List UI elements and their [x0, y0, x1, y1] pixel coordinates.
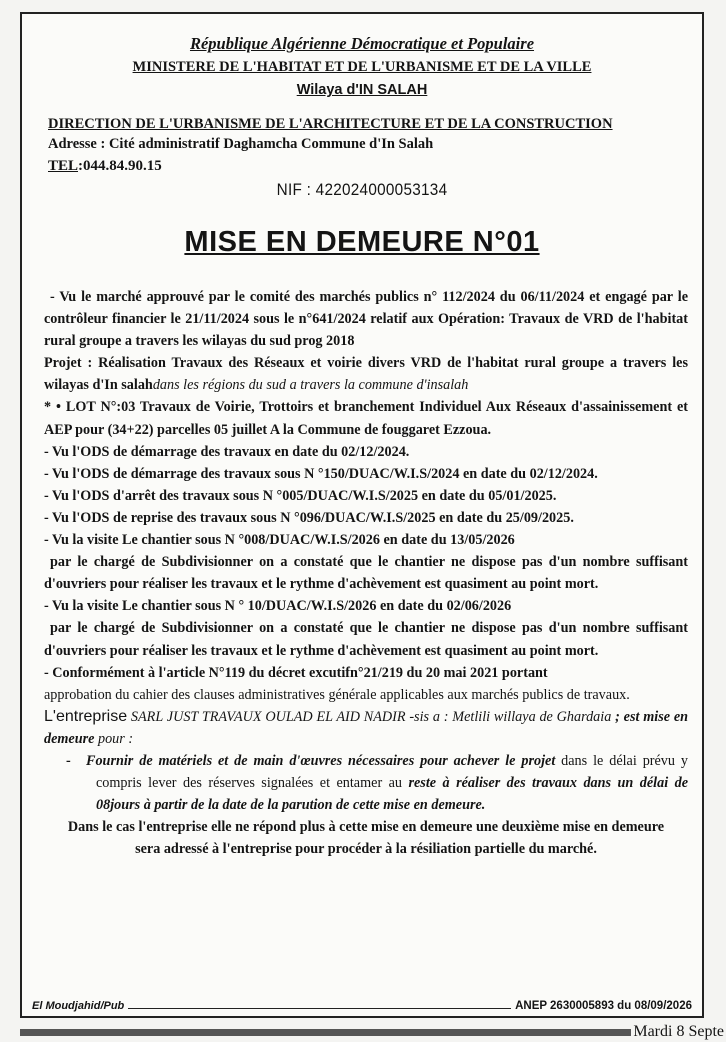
bullet-part-a: Fournir de matériels et de main d'œuvres nécessaires pour achever le projet — [86, 752, 556, 769]
entreprise-pour: pour : — [97, 730, 134, 747]
bullet-dash: - — [66, 752, 71, 769]
paragraph-ods-2: - Vu l'ODS de démarrage des travaux sous N °150/DUAC/W.I.S/2024 en date du 02/12/2024. — [44, 465, 598, 482]
paragraph-ods-reprise: - Vu l'ODS de reprise des travaux sous N °096/DUAC/W.I.S/2025 en date du 25/09/2025. — [44, 509, 574, 526]
paragraph-visite-2: - Vu la visite Le chantier sous N ° 10/DUAC/W.I.S/2026 en date du 02/06/2026 — [44, 598, 512, 615]
direction-title: DIRECTION DE L'URBANISME DE L'ARCHITECTURE ET DE LA CONSTRUCTION — [48, 116, 613, 132]
paragraph-ods-arret: - Vu l'ODS d'arrêt des travaux sous N °005/DUAC/W.I.S/2025 en date du 05/01/2025. — [44, 487, 557, 504]
projet-text: Projet : Réalisation Travaux des Réseaux et voirie divers VRD de l'habitat rural groupe a travers les wilayas d'In salah — [44, 355, 688, 394]
bullet-part-c: reste à réaliser des travaux dans un délai de 08jours à partir de la date de la parution de cette mise en demeure. — [96, 775, 688, 814]
paragraph-approbation: approbation du cahier des clauses administratives générale applicables aux marchés publics de travaux. — [44, 686, 630, 703]
bottom-divider — [20, 1029, 704, 1036]
notice-body — [44, 286, 688, 860]
paragraph-projet — [44, 352, 688, 396]
tel-label: TEL — [48, 158, 79, 174]
paragraph-article: - Conformément à l'article N°119 du décret excutifn°21/219 du 20 mai 2021 portant — [44, 664, 548, 681]
document-title: MISE EN DEMEURE N°01 — [184, 226, 540, 258]
paragraph-constat-1: par le chargé de Subdivisionner on a constaté que le chantier ne dispose pas d'un nombre suffisant d'ouvriers pour réaliser les travaux et le rythme d'achèvement est quasiment au point mort. — [44, 554, 688, 593]
paragraph-entreprise — [44, 706, 688, 750]
paragraph-constat-2: par le chargé de Subdivisionner on a constaté que le chantier ne dispose pas d'un nombre suffisant d'ouvriers pour réaliser les travaux et le rythme d'achèvement est quasiment au point mort. — [44, 620, 688, 659]
paragraph-closing: Dans le cas l'entreprise elle ne répond plus à cette mise en demeure une deuxième mise en demeure sera adressé à l'entreprise pour procéder à la résiliation partielle du marché. — [67, 819, 665, 858]
paragraph-visite-1: - Vu la visite Le chantier sous N °008/DUAC/W.I.S/2026 en date du 13/05/2026 — [44, 532, 515, 549]
wilaya-heading: Wilaya d'IN SALAH — [296, 82, 428, 98]
projet-italic: dans les régions du sud a travers la commune d'insalah — [152, 377, 469, 394]
footer — [22, 1000, 702, 1018]
paragraph-marche: - Vu le marché approuvé par le comité des marchés publics n° 112/2024 du 06/11/2024 et engagé par le contrôleur financier le 21/11/2024 sous le n°641/2024 relatif aux Opération: Travaux de VRD de l'habitat rural groupe a travers les wilayas du sud prog 2018 — [44, 289, 688, 350]
nif-line: NIF : 422024000053134 — [276, 180, 448, 199]
paragraph-ods-1: - Vu l'ODS de démarrage des travaux en date du 02/12/2024. — [44, 443, 410, 460]
entreprise-mid: ; est mise en demeure — [44, 708, 689, 747]
entreprise-name: SARL JUST TRAVAUX OULAD EL AID NADIR -sis a : Metlili willaya de Ghardaia — [130, 708, 612, 725]
corner-date: Mardi 8 Septe — [633, 1023, 724, 1040]
republique-heading: République Algérienne Démocratique et Populaire — [189, 34, 535, 53]
tel-line — [48, 158, 162, 175]
footer-publication: El Moudjahid/Pub — [28, 1000, 128, 1012]
entreprise-label: L'entreprise — [44, 707, 128, 725]
adresse-line: Adresse : Cité administratif Daghamcha Commune d'In Salah — [48, 136, 434, 152]
notice-frame — [20, 12, 704, 1018]
footer-anep: ANEP 2630005893 du 08/09/2026 — [511, 1000, 696, 1012]
ministere-heading: MINISTERE DE L'HABITAT ET DE L'URBANISME ET DE LA VILLE — [132, 59, 592, 75]
bullet-item — [44, 750, 688, 816]
bullet-part-b: dans le délai prévu y compris lever des réserves signalées et entamer au — [96, 752, 688, 792]
paragraph-lot: * • LOT N°:03 Travaux de Voirie, Trottoirs et branchement Individuel Aux Réseaux d'assainissement et AEP pour (34+22) parcelles 05 juillet A la Commune de fouggaret Ezzoua. — [44, 399, 688, 438]
tel-value: :044.84.90.15 — [78, 158, 162, 174]
